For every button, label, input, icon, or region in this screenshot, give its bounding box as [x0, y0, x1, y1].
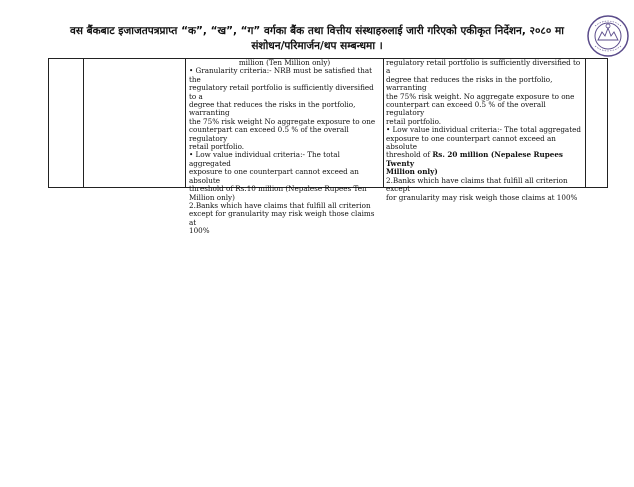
nrb-seal-logo [586, 14, 630, 58]
bold-threshold-text: Rs. 20 million (Nepalese Rupees Twenty [386, 150, 563, 168]
text-line: retail portfolio. [189, 142, 245, 152]
table-column-divider [383, 59, 384, 187]
header-title-line-1: वस बैंकबाट इजाजतपत्रप्राप्त “क”, “ख”, “ग” वर्गका बैंक तथा वित्तीय संस्थाहरुलाई जारी गरिएको एकीकृत निर्देशन, २०८० मा [69, 25, 565, 37]
table-column-divider [185, 59, 186, 187]
text-line: • Low value individual criteria:- The total aggregated [386, 125, 581, 135]
text-line: • Granularity criteria:- NRB must be satisfied that the [189, 66, 373, 84]
text-line [386, 151, 582, 168]
text-line: regulatory retail portfolio is sufficiently diversified to a [189, 83, 374, 101]
text-line: the 75% risk weight. No aggregate exposure to one [386, 91, 575, 101]
text-line: exposure to one counterpart cannot exceed an absolute [189, 167, 359, 185]
text-line: 2.Banks which have claims that fulfill all criterion [189, 200, 371, 210]
document-header [48, 24, 586, 54]
text-line: million (Ten Million only) [238, 58, 331, 67]
text-line: Million only) [189, 192, 235, 202]
text-line: exposure to one counterpart cannot exceed an absolute [386, 133, 556, 152]
text-line: the 75% risk weight No aggregate exposure to one [189, 116, 376, 126]
table-column-divider [83, 59, 84, 187]
text-line: for granularity may risk weigh those claims at 100% [386, 192, 578, 202]
bold-threshold-text: Million only) [386, 167, 438, 177]
text-line: regulatory retail portfolio is sufficiently diversified to a [386, 58, 581, 76]
text-line: except for granularity may risk weigh those claims at [189, 209, 375, 227]
text-line: threshold of Rs.10 million (Nepalese Rupees Ten [189, 184, 367, 194]
table-cell-amended-provision [386, 59, 582, 202]
text-line: retail portfolio. [386, 116, 442, 126]
text-span: threshold of [386, 150, 433, 160]
text-line: counterpart can exceed 0.5 % of the overall regulatory [386, 100, 546, 118]
table-cell-existing-provision [189, 59, 380, 236]
regulation-table [48, 58, 608, 236]
text-line: 100% [189, 226, 210, 236]
text-line: degree that reduces the risks in the portfolio, warranting [386, 74, 553, 93]
text-line: counterpart can exceed 0.5 % of the overall regulatory [189, 125, 349, 143]
text-line: • Low value individual criteria:- The total aggregated [189, 150, 340, 168]
table-column-divider [585, 59, 586, 187]
text-line: degree that reduces the risks in the portfolio, warranting [189, 100, 356, 118]
header-title-line-2: संशोधन/परिमार्जन/थप सम्बन्धमा । [251, 40, 383, 52]
text-line: 2.Banks which have claims that fulfill all criterion except [386, 175, 568, 194]
